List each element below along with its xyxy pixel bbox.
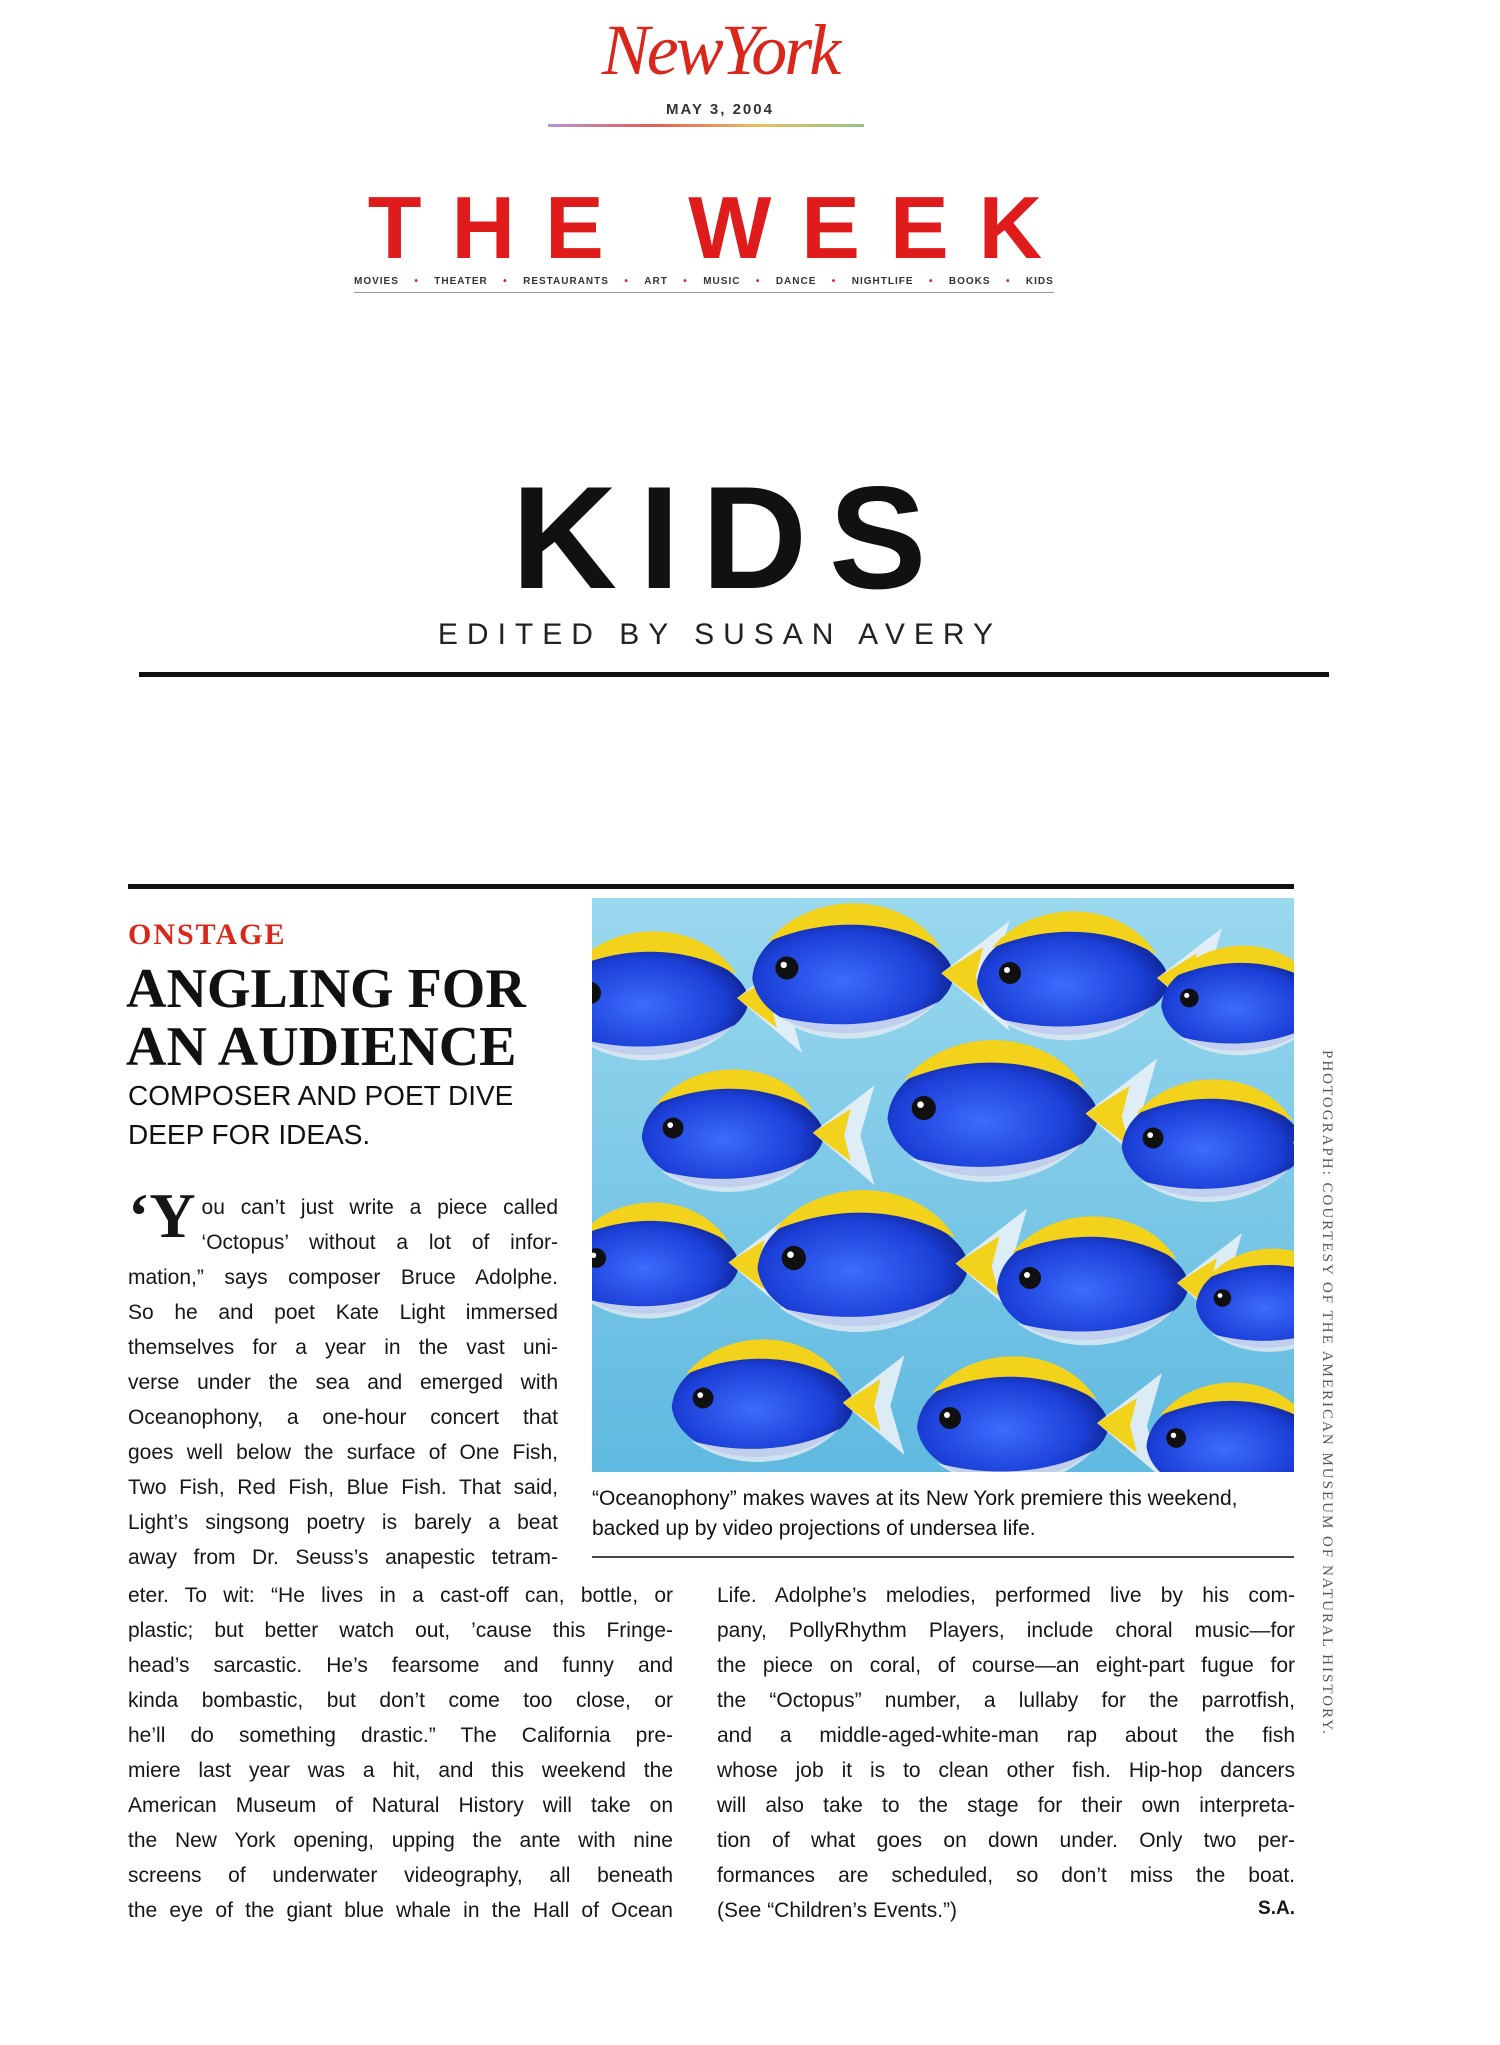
nav-item-art[interactable]: ART xyxy=(644,275,668,287)
section-banner: THE WEEK xyxy=(367,178,1073,277)
nav-separator: • xyxy=(503,275,508,287)
body-line: the piece on coral, of course—an eight-part fugue for xyxy=(717,1654,1295,1677)
body-line: and a middle-aged-white-man rap about the fish xyxy=(717,1724,1295,1747)
body-line: tion of what goes on down under. Only two per- xyxy=(717,1829,1295,1852)
body-line: ‘Octopus’ without a lot of infor- xyxy=(201,1231,558,1254)
nav-separator: • xyxy=(414,275,419,287)
body-line: Life. Adolphe’s melodies, performed live by his com- xyxy=(717,1584,1295,1607)
body-line: mation,” says composer Bruce Adolphe. xyxy=(128,1266,558,1289)
nav-item-nightlife[interactable]: NIGHTLIFE xyxy=(851,275,914,287)
body-line: Two Fish, Red Fish, Blue Fish. That said, xyxy=(128,1476,558,1499)
blue-tang-school-illustration xyxy=(592,898,1294,1472)
body-line: verse under the sea and emerged with xyxy=(128,1371,558,1394)
issue-date: MAY 3, 2004 xyxy=(666,101,774,118)
nav-separator: • xyxy=(1005,275,1011,287)
article-deck: COMPOSER AND POET DIVE DEEP FOR IDEAS. xyxy=(128,1080,514,1150)
body-column-1 xyxy=(128,1180,558,1575)
nav-item-movies[interactable]: MOVIES xyxy=(354,275,399,287)
body-line: goes well below the surface of One Fish, xyxy=(128,1441,558,1464)
nav-item-music[interactable]: MUSIC xyxy=(703,275,741,287)
nav-item-books[interactable]: BOOKS xyxy=(948,275,991,287)
category-nav xyxy=(354,270,1054,293)
body-line: (See “Children’s Events.”) xyxy=(717,1899,958,1922)
nav-item-theater[interactable]: THEATER xyxy=(434,275,488,287)
nav-item-dance[interactable]: DANCE xyxy=(775,275,817,287)
body-column-2 xyxy=(128,1578,673,1928)
body-line: American Museum of Natural History will take on xyxy=(128,1794,673,1817)
fish-photo xyxy=(592,898,1294,1472)
nav-separator: • xyxy=(928,275,934,287)
body-line: ou can’t just write a piece called xyxy=(201,1196,558,1219)
headline-line: AN AUDIENCE xyxy=(126,1016,517,1078)
nav-separator: • xyxy=(683,275,688,287)
headline-line: ANGLING FOR xyxy=(126,958,526,1020)
author-initials: S.A. xyxy=(1258,1898,1295,1919)
body-line: away from Dr. Seuss’s anapestic tetram- xyxy=(128,1546,558,1569)
body-line: screens of underwater videography, all beneath xyxy=(128,1864,673,1887)
body-line: Light’s singsong poetry is barely a beat xyxy=(128,1511,558,1534)
nav-separator: • xyxy=(755,275,761,287)
body-line: pany, PollyRhythm Players, include choral music—for xyxy=(717,1619,1295,1642)
photo-credit: PHOTOGRAPH: COURTESY OF THE AMERICAN MUSEUM OF NATURAL HISTORY. xyxy=(1319,1050,1335,1736)
body-line: the “Octopus” number, a lullaby for the parrotfish, xyxy=(717,1689,1295,1712)
article-top-rule xyxy=(128,884,1294,889)
body-line: formances are scheduled, so don’t miss the boat. xyxy=(717,1864,1295,1887)
nav-item-restaurants[interactable]: RESTAURANTS xyxy=(523,275,609,287)
body-line: miere last year was a hit, and this weekend the xyxy=(128,1759,673,1782)
section-divider xyxy=(139,672,1329,677)
body-line: head’s sarcastic. He’s fearsome and funny and xyxy=(128,1654,673,1677)
body-column-3 xyxy=(717,1578,1295,1928)
body-line: Oceanophony, a one-hour concert that xyxy=(128,1406,558,1429)
photo-caption: “Oceanophony” makes waves at its New York premiere this weekend, backed up by video projections of undersea life. xyxy=(592,1487,1238,1540)
nav-separator: • xyxy=(831,275,837,287)
nav-separator: • xyxy=(624,275,629,287)
drop-cap: ‘Y xyxy=(128,1180,196,1251)
body-line: plastic; but better watch out, ’cause this Fringe- xyxy=(128,1619,673,1642)
article-headline xyxy=(126,960,586,1076)
body-line: themselves for a year in the vast uni- xyxy=(128,1336,558,1359)
section-title: KIDS xyxy=(511,456,949,619)
caption-rule xyxy=(592,1556,1294,1558)
new-york-logo: NewYork xyxy=(601,10,839,90)
section-byline: EDITED BY SUSAN AVERY xyxy=(437,618,1003,651)
article-kicker: ONSTAGE xyxy=(128,918,287,951)
body-line: the New York opening, upping the ante with nine xyxy=(128,1829,673,1852)
body-line: he’ll do something drastic.” The California pre- xyxy=(128,1724,673,1747)
body-line: eter. To wit: “He lives in a cast-off can, bottle, or xyxy=(128,1584,673,1607)
date-underline xyxy=(548,124,864,127)
body-line: kinda bombastic, but don’t come too close, or xyxy=(128,1689,673,1712)
body-line: So he and poet Kate Light immersed xyxy=(128,1301,558,1324)
body-line: whose job it is to clean other fish. Hip-hop dancers xyxy=(717,1759,1295,1782)
nav-item-kids[interactable]: KIDS xyxy=(1025,275,1054,287)
body-line: the eye of the giant blue whale in the Hall of Ocean xyxy=(128,1899,673,1922)
body-line: will also take to the stage for their own interpreta- xyxy=(717,1794,1295,1817)
